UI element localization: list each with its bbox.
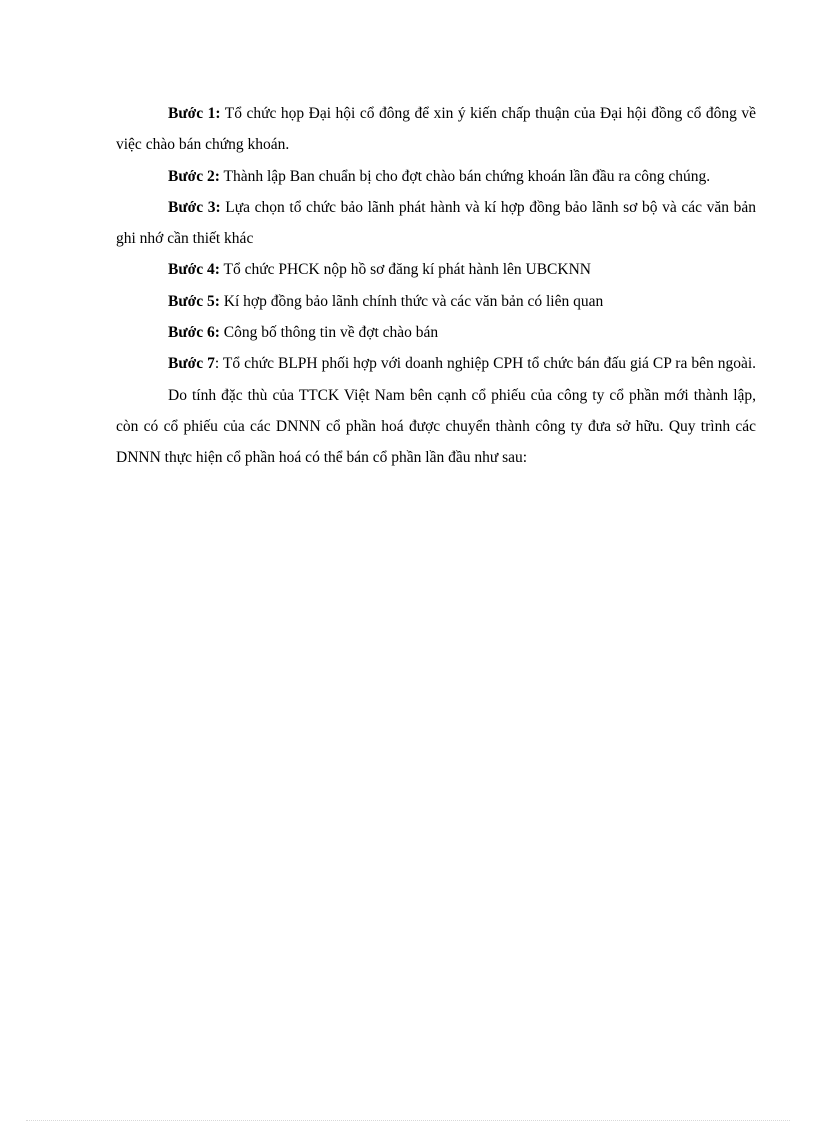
step-2-text: Thành lập Ban chuẩn bị cho đợt chào bán chứng khoán lần đầu ra công chúng. — [219, 167, 711, 185]
step-4-paragraph — [116, 254, 756, 285]
step-6-text: Công bố thông tin về đợt chào bán — [219, 324, 439, 342]
step-5-text: Kí hợp đồng bảo lãnh chính thức và các văn bản có liên quan — [219, 292, 604, 310]
step-3-paragraph — [116, 192, 756, 255]
document-body — [116, 98, 756, 474]
closing-paragraph: Do tính đặc thù của TTCK Việt Nam bên cạnh cổ phiếu của công ty cổ phần mới thành lập, còn có cổ phiếu của các DNNN cổ phần hoá được chuyển thành công ty đưa sở hữu. Quy trình các DNNN thực hiện cổ phần hoá có thể bán cổ phần lần đầu như sau: — [116, 386, 756, 467]
step-1-paragraph — [116, 98, 756, 161]
step-3-label: Bước 3: — [168, 198, 221, 216]
page-bottom-divider — [26, 1120, 790, 1121]
step-1-label: Bước 1: — [168, 105, 221, 122]
step-3-text: Lựa chọn tổ chức bảo lãnh phát hành và kí hợp đồng bảo lãnh sơ bộ và các văn bản ghi nhớ cần thiết khác — [116, 198, 756, 248]
step-4-label: Bước 4: — [168, 261, 220, 279]
step-2-label: Bước 2: — [168, 167, 220, 185]
step-5-paragraph — [116, 286, 756, 317]
step-5-label: Bước 5: — [168, 292, 220, 310]
step-1-text: Tổ chức họp Đại hội cổ đông để xin ý kiến chấp thuận của Đại hội đồng cổ đông về việc chào bán chứng khoán. — [116, 105, 757, 154]
step-6-paragraph — [116, 317, 756, 348]
step-4-text: Tổ chức PHCK nộp hồ sơ đăng kí phát hành lên UBCKNN — [219, 261, 591, 279]
step-7-text: : Tổ chức BLPH phối hợp với doanh nghiệp CPH tổ chức bán đấu giá CP ra bên ngoài. — [214, 355, 757, 373]
step-7-label: Bước 7 — [168, 355, 215, 373]
step-6-label: Bước 6: — [168, 324, 220, 342]
step-7-paragraph — [116, 348, 756, 379]
step-2-paragraph — [116, 161, 756, 192]
